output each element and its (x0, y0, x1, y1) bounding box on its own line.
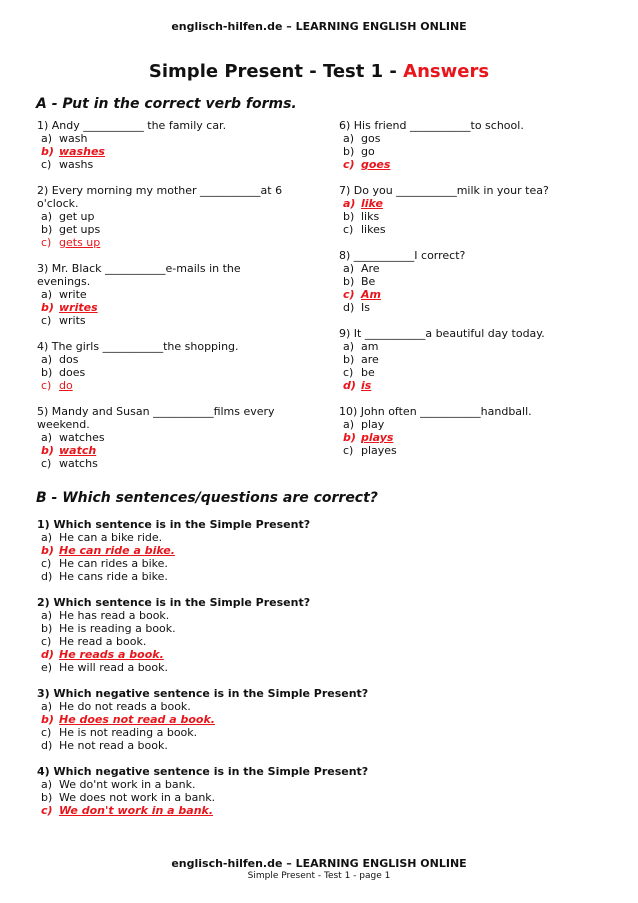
answer-option (339, 340, 619, 353)
answer-option (339, 366, 619, 379)
answer-option-correct (37, 301, 317, 314)
option-text: write (59, 288, 87, 301)
question-text: 4) Which negative sentence is in the Simple Present? (37, 765, 369, 778)
option-letter: a) (343, 418, 355, 431)
option-letter: a) (41, 609, 53, 622)
option-letter: b) (343, 145, 355, 158)
answer-option-correct (37, 444, 317, 457)
option-letter: b) (41, 223, 53, 236)
option-letter: c) (41, 726, 52, 739)
answer-option (37, 223, 317, 236)
option-letter: b) (343, 431, 356, 444)
question-text: 4) The girls ___________the shopping. (37, 340, 239, 353)
option-text: are (361, 353, 379, 366)
question-item (37, 184, 317, 249)
answer-option-correct (339, 288, 619, 301)
question-text: 6) His friend ___________to school. (339, 119, 524, 132)
question-text: 7) Do you ___________milk in your tea? (339, 184, 549, 197)
question-text: 5) Mandy and Susan ___________films every weekend. (37, 405, 275, 431)
option-letter: b) (41, 713, 54, 726)
question-item (37, 405, 317, 470)
option-text: get ups (59, 223, 101, 236)
option-letter: a) (41, 210, 53, 223)
answer-option (37, 353, 317, 366)
option-text: He can a bike ride. (59, 531, 163, 544)
option-text: does (59, 366, 86, 379)
option-text: dos (59, 353, 79, 366)
option-text: be (361, 366, 375, 379)
answer-option-correct (339, 158, 619, 171)
answer-option (339, 132, 619, 145)
option-text: washs (59, 158, 94, 171)
question-item (37, 765, 597, 817)
answer-option (37, 726, 597, 739)
section-b-questions (37, 518, 597, 830)
question-item (37, 518, 597, 583)
option-letter: c) (41, 158, 52, 171)
option-letter: b) (41, 145, 54, 158)
answer-option (339, 275, 619, 288)
option-letter: a) (343, 132, 355, 145)
option-letter: b) (41, 544, 54, 557)
question-item (339, 184, 619, 236)
answer-option (37, 700, 597, 713)
option-letter: b) (343, 275, 355, 288)
option-text: He do not reads a book. (59, 700, 191, 713)
question-text: 2) Which sentence is in the Simple Present? (37, 596, 311, 609)
option-text: He not read a book. (59, 739, 168, 752)
option-text: playes (361, 444, 397, 457)
section-a-left-column (37, 119, 317, 483)
answer-option (339, 262, 619, 275)
option-text: He reads a book. (59, 648, 164, 661)
option-letter: a) (343, 340, 355, 353)
answer-option-correct (37, 804, 597, 817)
option-text: He is reading a book. (59, 622, 176, 635)
question-text: 1) Andy ___________ the family car. (37, 119, 227, 132)
question-item (339, 327, 619, 392)
answer-option (37, 557, 597, 570)
answer-option-correct (37, 648, 597, 661)
option-letter: c) (343, 288, 355, 301)
question-text: 2) Every morning my mother ___________at 6 o'clock. (37, 184, 283, 210)
answer-option (339, 353, 619, 366)
answer-option (37, 661, 597, 674)
option-text: get up (59, 210, 95, 223)
option-text: am (361, 340, 379, 353)
option-text: writs (59, 314, 86, 327)
option-letter: c) (41, 236, 52, 249)
option-letter: b) (41, 622, 53, 635)
answer-option (37, 210, 317, 223)
answer-option-correct (37, 713, 597, 726)
option-text: We do'nt work in a bank. (59, 778, 196, 791)
option-letter: c) (41, 804, 53, 817)
option-letter: c) (41, 557, 52, 570)
option-letter: b) (343, 210, 355, 223)
answer-option (37, 288, 317, 301)
answer-option-correct (37, 379, 317, 392)
option-text: do (59, 379, 73, 392)
option-text: play (361, 418, 385, 431)
option-text: He can rides a bike. (59, 557, 168, 570)
option-text: He has read a book. (59, 609, 170, 622)
option-text: washes (59, 145, 105, 158)
option-letter: a) (41, 288, 53, 301)
option-text: Are (361, 262, 380, 275)
option-letter: c) (343, 223, 354, 236)
option-letter: a) (343, 262, 355, 275)
option-text: plays (361, 431, 394, 444)
option-letter: c) (343, 158, 355, 171)
answer-option (339, 444, 619, 457)
answer-option (339, 418, 619, 431)
option-text: watchs (59, 457, 98, 470)
answer-option-correct (339, 379, 619, 392)
option-text: wash (59, 132, 88, 145)
option-letter: c) (41, 457, 52, 470)
question-item (37, 340, 317, 392)
site-header: englisch-hilfen.de – LEARNING ENGLISH ONLINE (171, 20, 467, 33)
option-letter: d) (343, 301, 355, 314)
option-text: liks (361, 210, 380, 223)
page-title (0, 61, 638, 82)
answer-option (37, 158, 317, 171)
question-text: 9) It ___________a beautiful day today. (339, 327, 545, 340)
option-letter: b) (343, 353, 355, 366)
option-letter: d) (41, 570, 53, 583)
option-text: likes (361, 223, 386, 236)
question-text: 3) Mr. Black ___________e-mails in the evenings. (37, 262, 241, 288)
option-text: Is (361, 301, 370, 314)
option-letter: a) (41, 353, 53, 366)
question-item (339, 249, 619, 314)
question-item (37, 687, 597, 752)
answer-option-correct (37, 236, 317, 249)
option-text: We don't work in a bank. (59, 804, 214, 817)
option-text: We does not work in a bank. (59, 791, 216, 804)
answer-option (37, 739, 597, 752)
option-letter: d) (41, 739, 53, 752)
section-b-heading: B - Which sentences/questions are correct? (36, 490, 378, 506)
option-text: go (361, 145, 375, 158)
option-letter: b) (41, 444, 54, 457)
option-letter: c) (41, 379, 52, 392)
question-text: 8) ___________I correct? (339, 249, 466, 262)
section-a-heading: A - Put in the correct verb forms. (36, 96, 297, 112)
option-letter: b) (41, 301, 54, 314)
option-text: watches (59, 431, 105, 444)
option-text: writes (59, 301, 98, 314)
answer-option (37, 635, 597, 648)
answer-option (37, 457, 317, 470)
option-letter: b) (41, 366, 53, 379)
option-text: He cans ride a bike. (59, 570, 168, 583)
option-text: gets up (59, 236, 101, 249)
answer-option (37, 132, 317, 145)
page-title-answers: Answers (403, 61, 490, 82)
answer-option (37, 531, 597, 544)
option-letter: a) (343, 197, 356, 210)
question-text: 10) John often ___________handball. (339, 405, 532, 418)
option-letter: a) (41, 431, 53, 444)
section-a-right-column (339, 119, 619, 470)
answer-option-correct (339, 431, 619, 444)
option-text: like (361, 197, 383, 210)
option-letter: c) (41, 314, 52, 327)
question-item (339, 405, 619, 457)
option-text: He read a book. (59, 635, 147, 648)
answer-option (339, 223, 619, 236)
option-text: He is not reading a book. (59, 726, 198, 739)
answer-option (37, 778, 597, 791)
option-text: watch (59, 444, 97, 457)
option-letter: c) (41, 635, 52, 648)
option-text: Be (361, 275, 376, 288)
answer-option (37, 366, 317, 379)
footer-page-number: Simple Present - Test 1 - page 1 (247, 871, 391, 881)
option-letter: c) (343, 444, 354, 457)
answer-option-correct (339, 197, 619, 210)
option-letter: d) (343, 379, 356, 392)
option-letter: a) (41, 700, 53, 713)
question-item (37, 596, 597, 674)
option-text: is (361, 379, 372, 392)
option-text: He can ride a bike. (59, 544, 175, 557)
answer-option (37, 622, 597, 635)
footer-site: englisch-hilfen.de – LEARNING ENGLISH ONLINE (171, 857, 467, 870)
page-title-main: Simple Present - Test 1 - (148, 61, 404, 82)
option-letter: a) (41, 531, 53, 544)
answer-option-correct (37, 544, 597, 557)
option-letter: a) (41, 132, 53, 145)
question-text: 1) Which sentence is in the Simple Present? (37, 518, 311, 531)
option-letter: e) (41, 661, 53, 674)
question-item (37, 262, 317, 327)
option-letter: d) (41, 648, 54, 661)
option-text: goes (361, 158, 391, 171)
answer-option (37, 570, 597, 583)
answer-option (339, 210, 619, 223)
answer-option-correct (37, 145, 317, 158)
answer-option (37, 791, 597, 804)
question-text: 3) Which negative sentence is in the Simple Present? (37, 687, 369, 700)
option-text: He does not read a book. (59, 713, 215, 726)
option-text: gos (361, 132, 381, 145)
answer-option (37, 431, 317, 444)
question-item (37, 119, 317, 171)
option-letter: c) (343, 366, 354, 379)
answer-option (339, 301, 619, 314)
option-text: Am (361, 288, 381, 301)
question-item (339, 119, 619, 171)
answer-option (339, 145, 619, 158)
answer-option (37, 609, 597, 622)
option-letter: b) (41, 791, 53, 804)
option-letter: a) (41, 778, 53, 791)
answer-option (37, 314, 317, 327)
option-text: He will read a book. (59, 661, 169, 674)
